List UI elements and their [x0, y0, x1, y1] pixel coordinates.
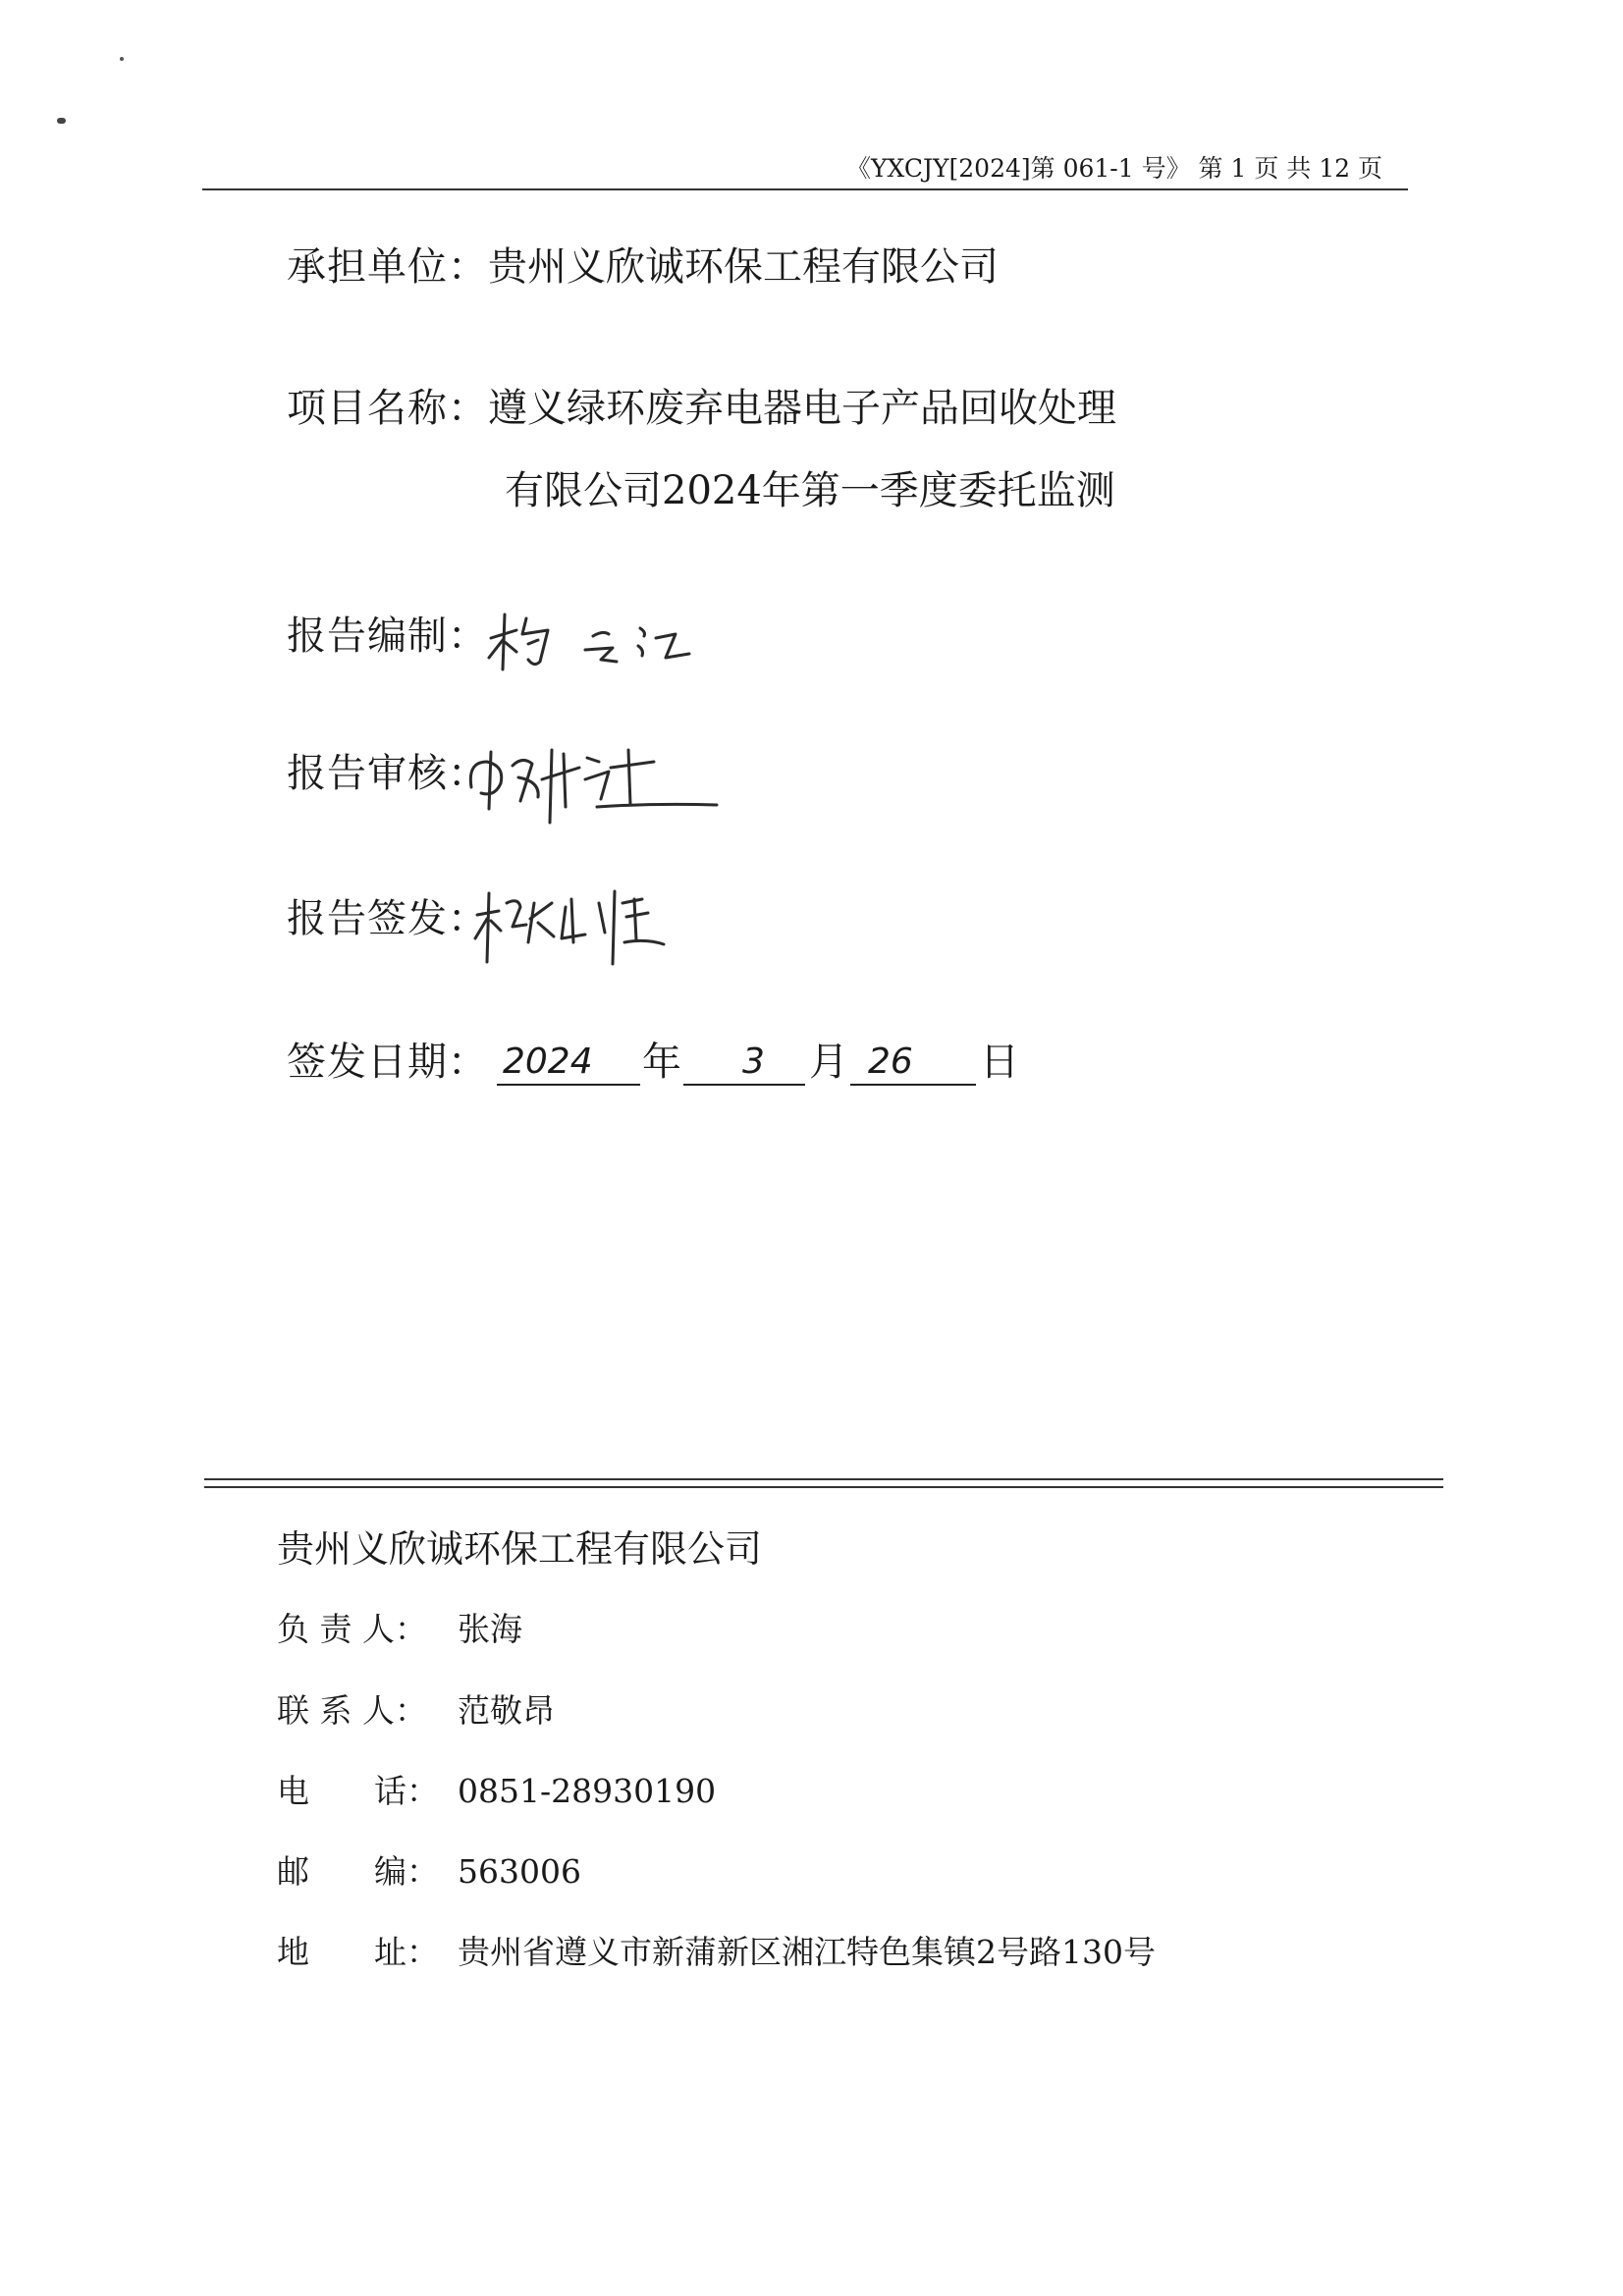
report-reference: 《YXCJY[2024]第 061-1 号》 第 1 页 共 12 页: [846, 154, 1383, 183]
reviewer-signature: [461, 728, 727, 836]
contact-row: [0, 1767, 1623, 1816]
contact-row: [0, 1605, 1623, 1654]
contact-value: 563006: [458, 1852, 581, 1891]
contact-row: [0, 1686, 1623, 1735]
issue-date-year: 2024: [503, 1041, 593, 1082]
scan-speck: [57, 118, 66, 124]
undertaker-label: 承担单位：: [287, 244, 488, 290]
compiler-label: 报告编制：: [287, 614, 488, 659]
month-unit: 月: [809, 1040, 848, 1085]
issue-date-label: 签发日期：: [287, 1040, 488, 1085]
project-row: [287, 379, 1116, 438]
undertaker-value: 贵州义欣诚环保工程有限公司: [488, 244, 999, 290]
contact-value: 0851-28930190: [458, 1772, 717, 1810]
contact-value: 贵州省遵义市新蒲新区湘江特色集镇2号路130号: [458, 1933, 1156, 1971]
year-fill-line: [497, 1084, 640, 1086]
day-unit: 日: [980, 1040, 1019, 1085]
contact-row: [0, 1928, 1623, 1977]
project-name-line2: 有限公司2024年第一季度委托监测: [505, 468, 1115, 513]
scan-speck: [120, 57, 124, 61]
contact-value: 张海: [458, 1610, 522, 1648]
contact-label: 地 址：: [277, 1933, 439, 1971]
footer-company: 贵州义欣诚环保工程有限公司: [277, 1527, 763, 1571]
undertaker-row: [287, 238, 999, 296]
contact-label: 联 系 人：: [277, 1691, 427, 1730]
reviewer-label: 报告审核：: [287, 751, 488, 796]
contact-row: [0, 1847, 1623, 1896]
contact-value: 范敬昂: [458, 1691, 555, 1730]
contact-label: 负 责 人：: [277, 1610, 427, 1648]
project-label: 项目名称：: [287, 386, 488, 431]
issue-date-day: 26: [868, 1041, 913, 1082]
issue-date-month: 3: [742, 1041, 765, 1082]
issuer-signature: [469, 874, 734, 982]
year-unit: 年: [642, 1040, 681, 1085]
month-fill-line: [683, 1084, 805, 1086]
footer-rule-top: [204, 1478, 1443, 1480]
footer-rule-bottom: [204, 1486, 1443, 1488]
issuer-label: 报告签发：: [287, 896, 488, 941]
day-fill-line: [850, 1084, 976, 1086]
contact-label: 电 话：: [277, 1772, 439, 1810]
compiler-signature: [483, 601, 699, 679]
header-rule: [202, 188, 1408, 190]
contact-label: 邮 编：: [277, 1852, 439, 1891]
project-name-line1: 遵义绿环废弃电器电子产品回收处理: [488, 386, 1116, 431]
